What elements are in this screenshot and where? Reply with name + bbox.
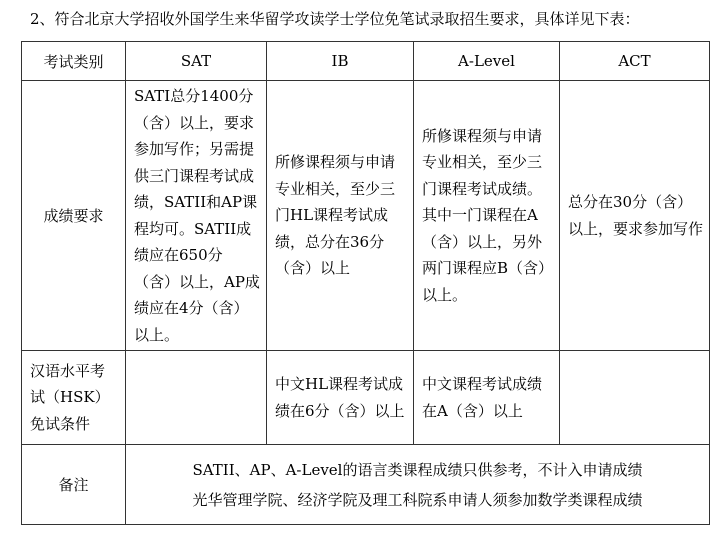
- cell-hsk-alevel: [414, 351, 560, 445]
- table-row-hsk-exemption: [22, 351, 710, 445]
- table-header-row: [22, 42, 710, 81]
- cell-score-ib: [267, 81, 414, 351]
- header-ib: IB: [267, 42, 414, 81]
- notes-line-2: 光华管理学院、经济学院及理工科院系申请人须参加数学类课程成绩: [192, 490, 643, 509]
- header-act: ACT: [560, 42, 710, 81]
- score-alevel-text: 所修课程须与申请专业相关，至少三门课程考试成绩。其中一门课程在A（含）以上，另外两门课程应B（含）以上。: [422, 126, 546, 304]
- cell-notes: [126, 445, 710, 525]
- row-label-notes: [22, 445, 126, 525]
- notes-line-1: SATII、AP、A-Level的语言类课程成绩只供参考，不计入申请成绩: [192, 460, 643, 479]
- score-label-text: 成绩要求: [43, 207, 104, 225]
- page-heading: 2、符合北京大学招收外国学生来华留学攻读学士学位免笔试录取招生要求，具体详见下表：: [30, 10, 640, 28]
- score-sat-text: SATI总分1400分（含）以上，要求参加写作；另需提供三门课程考试成绩，SATII和AP课程均可。SATII成绩应在650分（含）以上，AP成绩应在4分（含）以上。: [134, 87, 260, 344]
- header-alevel: A-Level: [414, 42, 560, 81]
- row-label-score-requirements: [22, 81, 126, 351]
- cell-score-sat: [126, 81, 267, 351]
- cell-score-act: [560, 81, 710, 351]
- score-ib-text: 所修课程须与申请专业相关，至少三门HL课程考试成绩，总分在36分（含）以上: [275, 153, 396, 278]
- hsk-ib-text: 中文HL课程考试成绩在6分（含）以上: [275, 375, 405, 420]
- hsk-label-text: 汉语水平考试（HSK）免试条件: [30, 361, 110, 433]
- cell-hsk-sat: [126, 351, 267, 445]
- score-act-text: 总分在30分（含）以上，要求参加写作: [568, 193, 704, 238]
- cell-hsk-act: [560, 351, 710, 445]
- header-sat: SAT: [126, 42, 267, 81]
- table-row-notes: [22, 445, 710, 525]
- header-exam-type: 考试类别: [22, 42, 126, 81]
- hsk-alevel-text: 中文课程考试成绩在A（含）以上: [422, 375, 543, 420]
- table-row-score-requirements: [22, 81, 710, 351]
- cell-hsk-ib: [267, 351, 414, 445]
- cell-score-alevel: [414, 81, 560, 351]
- notes-label-text: 备注: [58, 476, 89, 494]
- row-label-hsk-exemption: [22, 351, 126, 445]
- requirements-table: [21, 41, 710, 525]
